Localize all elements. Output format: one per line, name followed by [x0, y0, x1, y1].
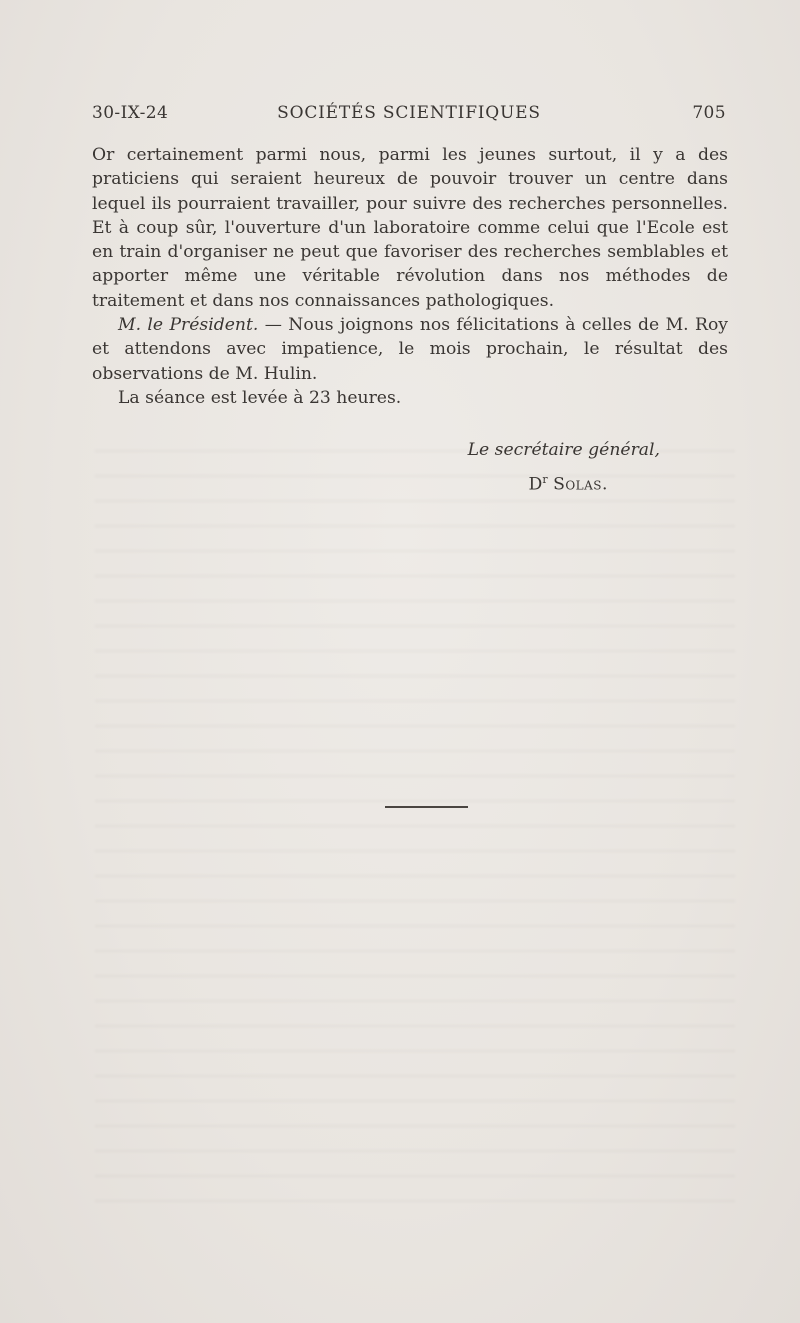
body-text — [92, 143, 728, 410]
paragraph: La séance est levée à 23 heures. — [118, 387, 402, 408]
header-date: 30-IX-24 — [92, 103, 169, 123]
signature-prefix: D — [528, 474, 543, 495]
signature-name: Solas. — [553, 474, 608, 495]
page-number: 705 — [692, 103, 726, 123]
running-header — [92, 103, 726, 129]
show-through-texture — [95, 450, 735, 1210]
signature-title: Le secrétaire général, — [467, 440, 660, 460]
signature-name-line — [92, 465, 660, 500]
section-divider — [385, 806, 468, 808]
header-title: SOCIÉTÉS SCIENTIFIQUES — [277, 103, 541, 123]
paragraph: Or certainement parmi nous, parmi les jeunes surtout, il y a des praticiens qui seraient heureux de pouvoir trouver un centre dans lequel ils pourraient travailler, pour suivre des recherches personnelles. Et à coup sûr, l'ouverture d'un laboratoire comme celui que l'Ecole est en train d'organiser ne peut que favoriser des recherches semblables et apporter même une véritable révolution dans nos méthodes de traitement et dans nos connaissances pathologiques. — [92, 145, 728, 311]
paragraph-text: — Nous joignons nos félicitations à celles de M. Roy et attendons avec impatience, le mois prochain, le résultat des observations de M. Hulin. — [92, 315, 729, 384]
signature-block — [92, 436, 660, 500]
paragraph — [92, 313, 728, 386]
speaker-label: M. le Président. — [118, 315, 259, 336]
signature-prefix-sup: r — [542, 473, 548, 486]
